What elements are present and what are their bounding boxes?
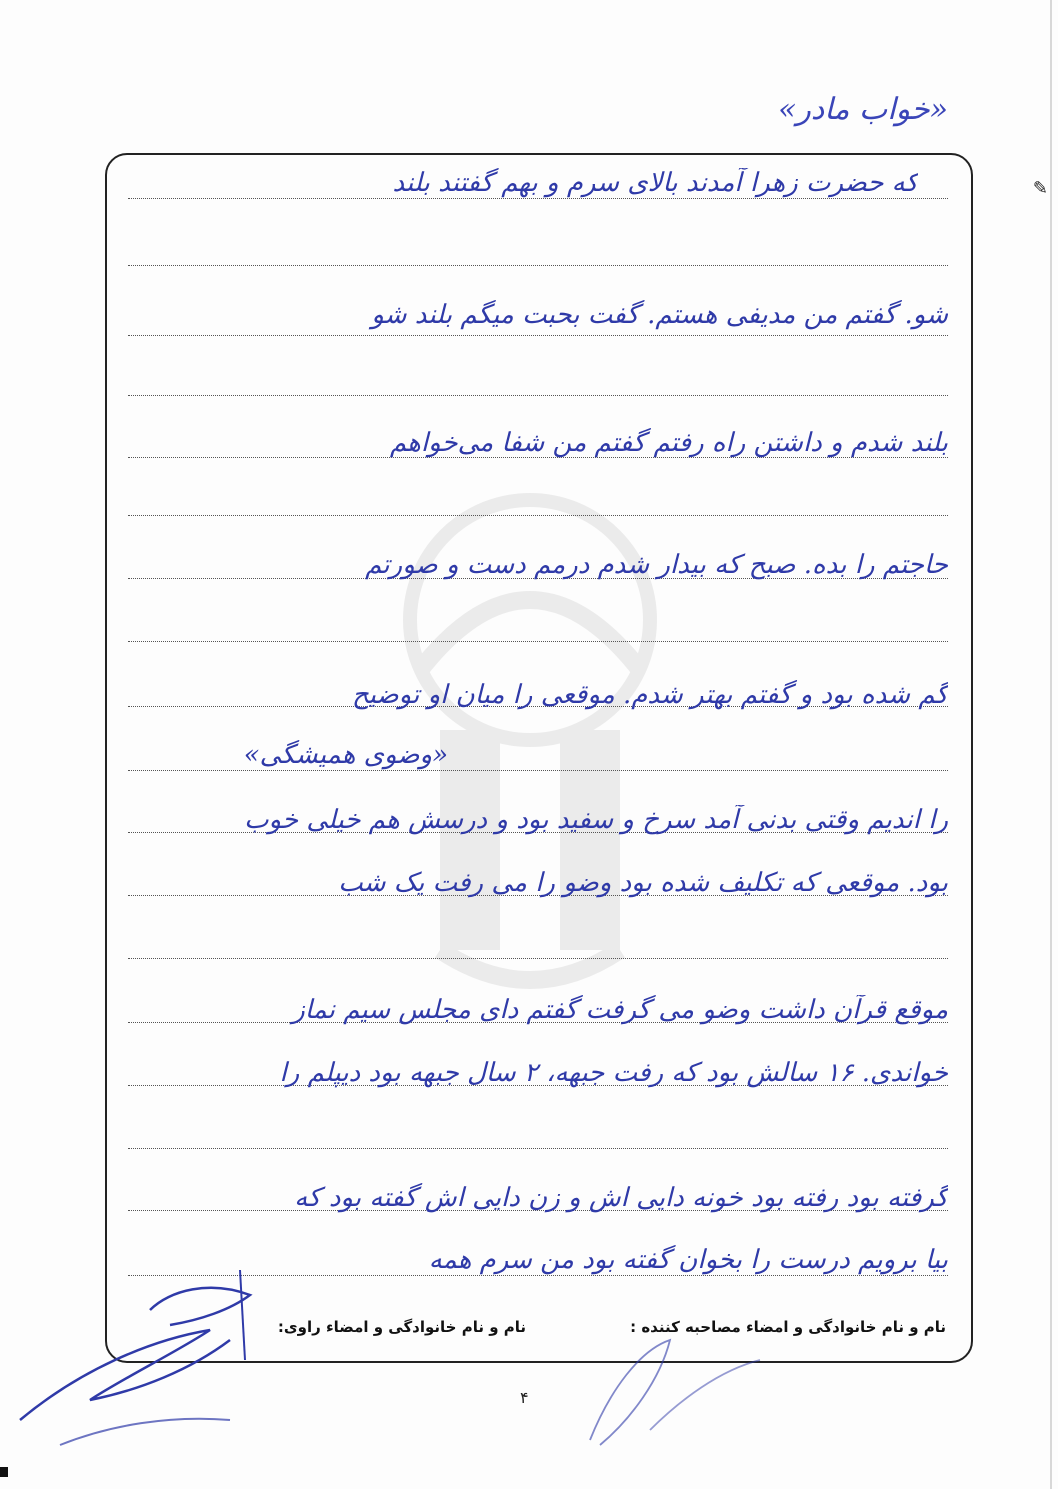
handwritten-line: خواندی. ۱۶ سالش بود که رفت جبهه، ۲ سال جبهه بود دیپلم را	[279, 1058, 948, 1088]
handwritten-line: حاجتم را بده. صبح که بیدار شدم درمم دست و صورتم	[365, 550, 948, 580]
handwritten-line: گرفته بود رفته بود خونه دایی اش و زن دایی اش گفته بود که	[294, 1183, 948, 1213]
handwritten-line: موقع قرآن داشت وضو می گرفت گفتم دای مجلس سیم نماز	[292, 995, 948, 1025]
handwritten-line: را اندیم وقتی بدنی آمد سرخ و سفید بود و درسش هم خیلی خوب	[244, 805, 948, 835]
rule-line	[128, 641, 948, 642]
rule-line	[128, 515, 948, 516]
rule-line	[128, 265, 948, 266]
pen-icon: ✎	[1032, 178, 1048, 199]
handwritten-line: بلند شدم و داشتن راه رفتم گفتم من شفا می‌خواهم	[389, 428, 948, 458]
interviewer-signature-label: نام و نام خانوادگی و امضاء مصاحبه کننده :	[630, 1318, 946, 1336]
rule-line	[128, 395, 948, 396]
rule-line	[128, 198, 948, 199]
page-title: «خواب مادر»	[778, 92, 948, 127]
handwritten-line: «وضوی همیشگی»	[243, 740, 448, 770]
rule-line	[128, 335, 948, 336]
handwritten-line: که حضرت زهرا آمدند بالای سرم و بهم گفتند بلند	[392, 168, 918, 198]
scan-corner-mark	[0, 1467, 8, 1477]
handwritten-line: بود. موقعی که تکلیف شده بود وضو را می رفت یک شب	[338, 868, 948, 898]
rule-line	[128, 1148, 948, 1149]
narrator-signature	[0, 1250, 300, 1460]
page-number: ۴	[520, 1388, 529, 1407]
handwritten-line: بیا برویم درست را بخوان گفته بود من سرم همه	[428, 1245, 948, 1275]
rule-line	[128, 770, 948, 771]
handwritten-line: گم شده بود و گفتم بهتر شدم. موقعی را میان او توضیح	[351, 680, 948, 710]
handwritten-line: شو. گفتم من مدیفی هستم. گفت بحبت میگم بلند شو	[371, 300, 948, 330]
page-edge	[1050, 0, 1052, 1489]
interviewer-signature	[560, 1330, 780, 1450]
narrator-signature-label: نام و نام خانوادگی و امضاء راوی:	[277, 1318, 526, 1336]
rule-line	[128, 958, 948, 959]
